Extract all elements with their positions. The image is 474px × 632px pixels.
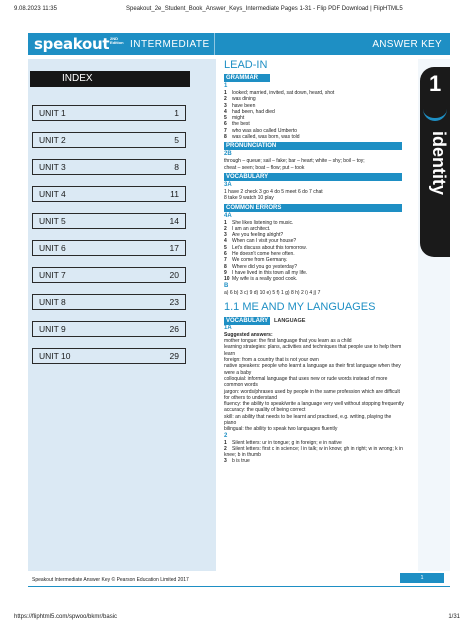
definition: fluency: the ability to speak/write a language very well without stopping frequently <box>224 401 404 408</box>
exercise-number: 4A <box>224 212 232 219</box>
unit-link-1[interactable] <box>32 105 186 121</box>
item-number: 3 <box>224 232 227 239</box>
exercise-number: 2B <box>224 151 232 158</box>
list-item <box>224 134 404 140</box>
unit-theme: identity <box>429 131 449 196</box>
vocabulary-row <box>224 317 404 325</box>
definition: native speakers: people who learnt a language as their first language when they were a baby <box>224 363 401 376</box>
item-text: was called, was born, was told <box>232 134 300 141</box>
exercise-number: 1A <box>224 324 232 331</box>
definition: accuracy: the quality of being correct <box>224 407 306 414</box>
item-text: Silent letters: ur in tongue; g in foreign; e in native <box>232 439 342 446</box>
item-text: I have lived in this town all my life. <box>232 269 308 276</box>
edition-badge <box>110 37 124 45</box>
item-text: I am an architect. <box>232 225 271 232</box>
matching-answers: a) 6 b) 3 c) 9 d) 10 e) 5 f) 1 g) 8 h) 2 i) 4 j) 7 <box>224 289 321 296</box>
item-text: My wife is a really good cook. <box>232 276 298 283</box>
exercise-number: 1 <box>224 83 228 89</box>
print-title: Speakout_2e_Student_Book_Answer_Keys_Intermediate Pages 1-31 - Flip PDF Download | FlipHTML5 <box>126 6 403 12</box>
browser-print-header <box>14 6 460 18</box>
item-text: He doesn't come here often. <box>232 251 295 258</box>
unit-page: 14 <box>169 216 179 226</box>
edition-top: 2ND <box>110 36 119 41</box>
unit-label: UNIT 6 <box>39 243 66 253</box>
leadin-heading: LEAD-IN <box>224 59 268 71</box>
smile-arc-icon <box>423 107 447 121</box>
unit-label: UNIT 1 <box>39 108 66 118</box>
unit-link-5[interactable] <box>32 213 186 229</box>
answer-content <box>224 59 404 571</box>
pronunciation-text: cheat – seen; boat – flow; put – took <box>224 164 305 171</box>
exercise-number: 2 <box>224 432 228 439</box>
index-title: INDEX <box>30 71 190 87</box>
unit-link-10[interactable] <box>32 348 186 364</box>
vocabulary-topic: LANGUAGE <box>274 317 306 324</box>
unit-label: UNIT 8 <box>39 297 66 307</box>
item-number: 4 <box>224 108 227 115</box>
item-number: 9 <box>224 269 227 276</box>
item-text: Silent letters: first c in science; l in talk; w in know; gh in right; w in wrong; k in knee; b in thumb <box>224 445 403 459</box>
unit-label: UNIT 7 <box>39 270 66 280</box>
unit-page: 5 <box>174 135 179 145</box>
unit-link-8[interactable] <box>32 294 186 310</box>
pronunciation-text: through – queue; sail – fake; bar – heart; white – shy; boil – toy; <box>224 158 365 165</box>
lesson-vocabulary-bar: VOCABULARY <box>226 317 269 324</box>
footer-page-number: 1 <box>400 573 444 583</box>
print-url: https://fliphtml5.com/spwoo/bkmr/basic <box>14 614 118 620</box>
item-number: 2 <box>224 225 227 232</box>
footer-rule <box>28 586 450 587</box>
item-number: 6 <box>224 251 227 258</box>
definition: bilingual: the ability to speak two languages fluently <box>224 426 338 433</box>
item-number: 3 <box>224 102 227 109</box>
unit-link-2[interactable] <box>32 132 186 148</box>
edition-bottom: Edition <box>110 40 124 45</box>
pronunciation-bar: PRONUNCIATION <box>224 142 402 150</box>
list-item <box>224 458 404 464</box>
item-text: She likes listening to music. <box>232 219 294 226</box>
item-number: 8 <box>224 134 227 141</box>
definition: learning strategies: plans, activities and techniques that people use to help them learn <box>224 344 402 357</box>
exercise-number: B <box>224 282 229 289</box>
definition: mother tongue: the first language that you learn as a child <box>224 338 352 345</box>
item-number: 2 <box>224 445 227 452</box>
item-text: We come from Germany. <box>232 257 288 264</box>
item-number: 5 <box>224 115 227 122</box>
item-number: 7 <box>224 127 227 134</box>
item-text: was dining <box>232 96 256 103</box>
print-date: 9.08.2023 11:35 <box>14 6 57 12</box>
item-text: Where did you go yesterday? <box>232 263 298 270</box>
item-text: who was also called Umberto <box>232 127 298 134</box>
vocabulary-bar: VOCABULARY <box>224 173 402 181</box>
unit-label: UNIT 3 <box>39 162 66 172</box>
item-text: Let's discuss about this tomorrow. <box>232 244 307 251</box>
answer-key-label: ANSWER KEY <box>372 39 442 50</box>
unit-label: UNIT 4 <box>39 189 66 199</box>
item-text: the best <box>232 121 250 128</box>
unit-page: 29 <box>169 351 179 361</box>
definition: jargon: words/phrases used by people in the same profession which are difficult for others to understand <box>224 388 400 401</box>
item-number: 1 <box>224 90 227 96</box>
index-panel <box>28 59 216 571</box>
print-page: 1/31 <box>448 614 460 620</box>
exercise-number: 3A <box>224 181 232 188</box>
item-number: 1 <box>224 439 227 446</box>
item-number: 2 <box>224 96 227 103</box>
vocabulary-answers: 1 have 2 check 3 go 4 do 5 meet 6 do 7 chat <box>224 188 323 195</box>
unit-page: 26 <box>169 324 179 334</box>
unit-page: 1 <box>174 108 179 118</box>
unit-tab <box>420 67 450 257</box>
item-text: had been, had died <box>232 108 275 115</box>
item-number: 7 <box>224 257 227 264</box>
unit-page: 8 <box>174 162 179 172</box>
item-text: b is true <box>232 458 250 465</box>
unit-page: 17 <box>169 243 179 253</box>
copyright-footer: Speakout Intermediate Answer Key © Pearson Education Limited 2017 <box>32 577 189 583</box>
item-number: 10 <box>224 276 230 283</box>
item-text: Are you feeling alright? <box>232 232 284 239</box>
item-number: 6 <box>224 121 227 128</box>
common-errors-bar: COMMON ERRORS <box>224 204 402 212</box>
item-number: 3 <box>224 458 227 465</box>
answer-key-page <box>28 33 450 593</box>
suggested-answers-label: Suggested answers: <box>224 331 273 338</box>
unit-link-4[interactable] <box>32 186 186 202</box>
definition: skill: an ability that needs to be learnt and practised, e.g. writing, playing the piano <box>224 413 392 426</box>
unit-page: 11 <box>170 189 179 199</box>
definition: colloquial: informal language that uses new or rude words instead of more common words <box>224 375 388 389</box>
unit-label: UNIT 9 <box>39 324 66 334</box>
item-number: 8 <box>224 263 227 270</box>
definition: foreign: from a country that is not your own <box>224 357 319 364</box>
browser-print-footer <box>14 614 460 624</box>
speakout-logo: speakout <box>34 35 110 53</box>
banner-divider <box>214 33 215 55</box>
item-text: might <box>232 115 245 122</box>
unit-link-7[interactable] <box>32 267 186 283</box>
list-item <box>224 446 404 459</box>
unit-label: UNIT 5 <box>39 216 66 226</box>
unit-number: 1 <box>429 71 442 96</box>
lesson-heading: 1.1 ME AND MY LANGUAGES <box>224 300 376 313</box>
item-text: looked; married, invited, sat down, heard, shot <box>232 90 335 96</box>
unit-link-6[interactable] <box>32 240 186 256</box>
item-number: 4 <box>224 238 227 245</box>
top-banner <box>28 33 450 55</box>
item-text: When can I visit your house? <box>232 238 297 245</box>
level-label: INTERMEDIATE <box>130 39 210 50</box>
unit-page: 20 <box>169 270 179 280</box>
item-number: 1 <box>224 219 227 226</box>
unit-label: UNIT 10 <box>39 351 71 361</box>
vocabulary-answers: 8 take 9 watch 10 play <box>224 195 274 202</box>
unit-link-3[interactable] <box>32 159 186 175</box>
grammar-bar: GRAMMAR <box>224 74 270 82</box>
unit-label: UNIT 2 <box>39 135 66 145</box>
unit-link-9[interactable] <box>32 321 186 337</box>
item-text: have been <box>232 102 256 109</box>
item-number: 5 <box>224 244 227 251</box>
unit-page: 23 <box>169 297 179 307</box>
